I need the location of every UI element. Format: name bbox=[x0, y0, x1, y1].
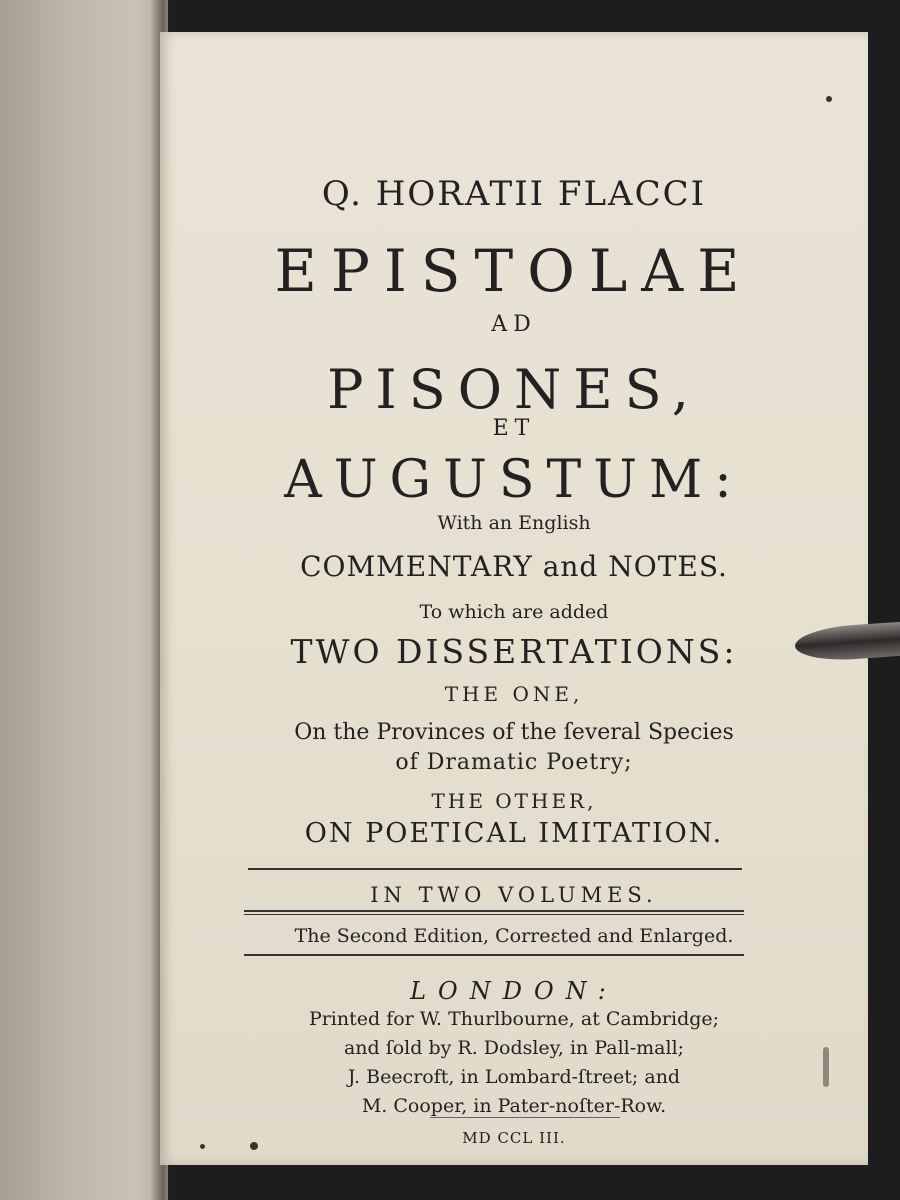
rule-below-edition bbox=[244, 954, 744, 956]
imprint-line2: and ſold by R. Dodsley, in Pall-mall; bbox=[343, 1037, 685, 1059]
foxing-spot bbox=[250, 1142, 258, 1150]
title-et: ET bbox=[492, 416, 536, 441]
subtitle-added: To which are added bbox=[419, 601, 609, 623]
dissertation-one-line2: of Dramatic Poetry; bbox=[395, 750, 633, 775]
dissertation-one-line1: On the Provinces of the ſeveral Species bbox=[294, 720, 734, 745]
title-epistolae: EPISTOLAE bbox=[274, 237, 754, 305]
rule-above-date bbox=[430, 1117, 620, 1118]
foxing-spot bbox=[823, 1047, 829, 1087]
imprint-line4: M. Cooper, in Pater-noſter-Row. bbox=[361, 1095, 667, 1117]
title-pisones: PISONES, bbox=[327, 358, 701, 421]
double-rule-lower bbox=[244, 914, 744, 915]
foxing-spot bbox=[200, 1144, 205, 1149]
edition-line: The Second Edition, Correɛted and Enlarged. bbox=[294, 925, 734, 947]
imprint-city: LONDON: bbox=[410, 977, 618, 1005]
subtitle-with-english: With an English bbox=[437, 512, 591, 534]
facing-page bbox=[0, 0, 168, 1200]
dissertation-other-heading: THE OTHER, bbox=[431, 789, 597, 813]
publication-date: MD CCL III. bbox=[462, 1129, 566, 1147]
title-ad: AD bbox=[491, 312, 537, 337]
subtitle-commentary: COMMENTARY and NOTES. bbox=[300, 550, 728, 583]
dissertation-other-title: ON POETICAL IMITATION. bbox=[304, 818, 724, 849]
double-rule-upper bbox=[244, 910, 744, 912]
title-augustum: AUGUSTUM: bbox=[284, 450, 744, 510]
foxing-spot bbox=[826, 96, 832, 102]
rule-above-volumes bbox=[248, 868, 742, 870]
dissertation-one-heading: THE ONE, bbox=[444, 682, 584, 706]
author-line: Q. HORATII FLACCI bbox=[321, 174, 707, 214]
title-page bbox=[160, 32, 868, 1165]
volumes-line: IN TWO VOLUMES. bbox=[370, 883, 658, 907]
imprint-line1: Printed for W. Thurlbourne, at Cambridge; bbox=[308, 1008, 720, 1030]
imprint-line3: J. Beecroft, in Lombard-ſtreet; and bbox=[347, 1066, 681, 1088]
subtitle-dissertations: TWO DISSERTATIONS: bbox=[290, 632, 738, 671]
